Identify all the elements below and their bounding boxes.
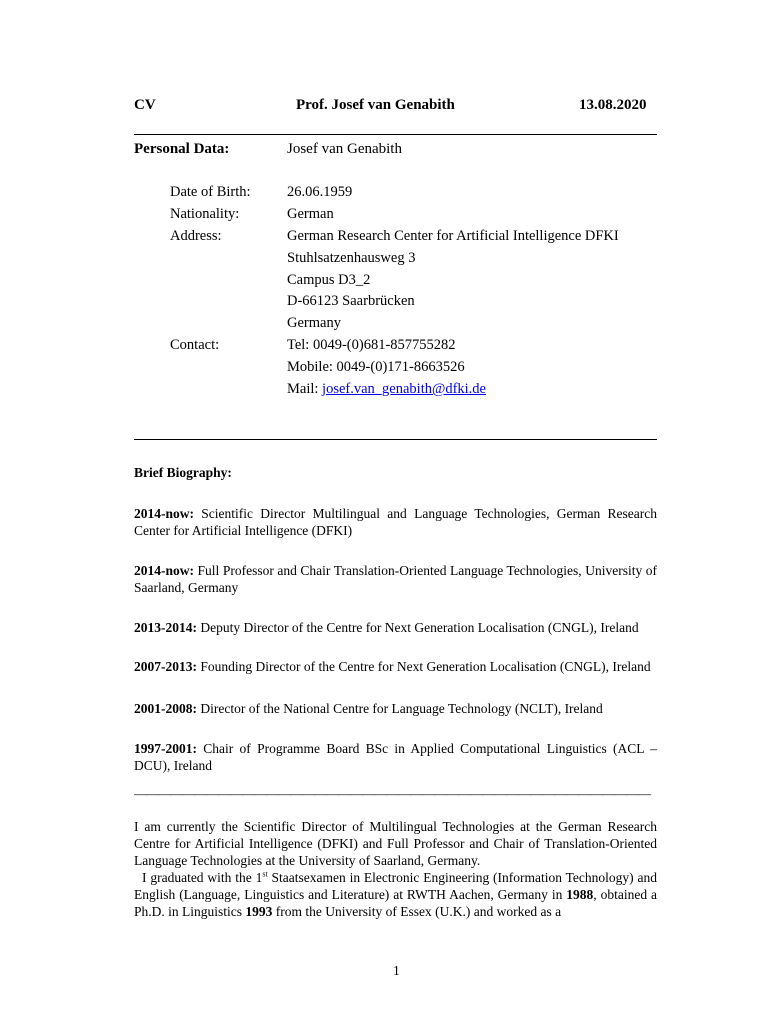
header-name: Prof. Josef van Genabith	[296, 97, 455, 113]
personal-data-heading: Personal Data:	[134, 141, 230, 157]
bio-entry	[134, 700, 657, 717]
page-number: 1	[393, 963, 400, 978]
address-line: D-66123 Saarbrücken	[287, 293, 415, 309]
bio-text: Scientific Director Multilingual and Language Technologies, German Research Center for Artificial Intelligence (DFKI)	[134, 506, 657, 538]
bio-text: Chair of Programme Board BSc in Applied Computational Linguistics (ACL – DCU), Ireland	[134, 741, 657, 773]
dob-value: 26.06.1959	[287, 184, 353, 200]
bio-years: 2014-now:	[134, 506, 194, 521]
bio-years: 1997-2001:	[134, 741, 197, 756]
p2-sup: st	[262, 869, 268, 879]
nationality-label: Nationality:	[170, 206, 240, 222]
contact-label: Contact:	[170, 337, 220, 353]
bio-years: 2014-now:	[134, 563, 194, 578]
contact-mobile: Mobile: 0049-(0)171-8663526	[287, 359, 465, 375]
bio-entry	[134, 619, 657, 636]
p2-year: 1988	[566, 887, 594, 902]
p2-part: I graduated with the 1	[142, 870, 263, 885]
bio-entry	[134, 658, 657, 675]
personal-name: Josef van Genabith	[287, 141, 402, 157]
narrative-paragraph	[134, 869, 657, 920]
bio-years: 2007-2013:	[134, 659, 197, 674]
header-rule	[134, 134, 657, 135]
bio-text: Director of the National Centre for Language Technology (NCLT), Ireland	[197, 701, 603, 716]
p2-part: from the University of Essex (U.K.) and worked as a	[272, 904, 562, 919]
bio-text: Founding Director of the Centre for Next Generation Localisation (CNGL), Ireland	[197, 659, 651, 674]
header-cv: CV	[134, 97, 156, 113]
p2-year: 1993	[245, 904, 273, 919]
contact-mail	[287, 381, 486, 398]
bio-entry	[134, 740, 657, 774]
header-date: 13.08.2020	[579, 97, 647, 113]
p2-part: Staatsexamen in Electronic Engineering (Information Technology) and English (Language, Linguistics and Literature) at RWTH Aachen, Germany in	[134, 870, 657, 902]
address-line: German Research Center for Artificial Intelligence DFKI	[287, 228, 619, 244]
bio-years: 2013-2014:	[134, 620, 197, 635]
p2-part: , obtained a Ph.D. in Linguistics	[134, 887, 657, 919]
bio-text: Full Professor and Chair Translation-Oriented Language Technologies, University of Saarland, Germany	[134, 563, 657, 595]
email-link[interactable]: josef.van_genabith@dfki.de	[322, 381, 486, 397]
narrative-paragraph: I am currently the Scientific Director of Multilingual Technologies at the German Research Centre for Artificial Intelligence (DFKI) and Full Professor and Chair of Translation-Oriented Language Technologies at the University of Saarland, Germany.	[134, 819, 657, 868]
bio-years: 2001-2008:	[134, 701, 197, 716]
nationality-value: German	[287, 206, 334, 222]
address-line: Campus D3_2	[287, 272, 371, 288]
address-label: Address:	[170, 228, 222, 244]
address-line: Germany	[287, 315, 341, 331]
dob-label: Date of Birth:	[170, 184, 251, 200]
biography-heading: Brief Biography:	[134, 465, 232, 480]
mail-prefix: Mail:	[287, 381, 323, 397]
separator-line: ———————————————————————————————————————————	[134, 786, 650, 801]
bio-text: Deputy Director of the Centre for Next Generation Localisation (CNGL), Ireland	[197, 620, 639, 635]
bio-entry	[134, 505, 657, 539]
contact-tel: Tel: 0049-(0)681-857755282	[287, 337, 456, 353]
address-line: Stuhlsatzenhausweg 3	[287, 250, 416, 266]
section-rule	[134, 439, 657, 440]
bio-entry	[134, 562, 657, 596]
